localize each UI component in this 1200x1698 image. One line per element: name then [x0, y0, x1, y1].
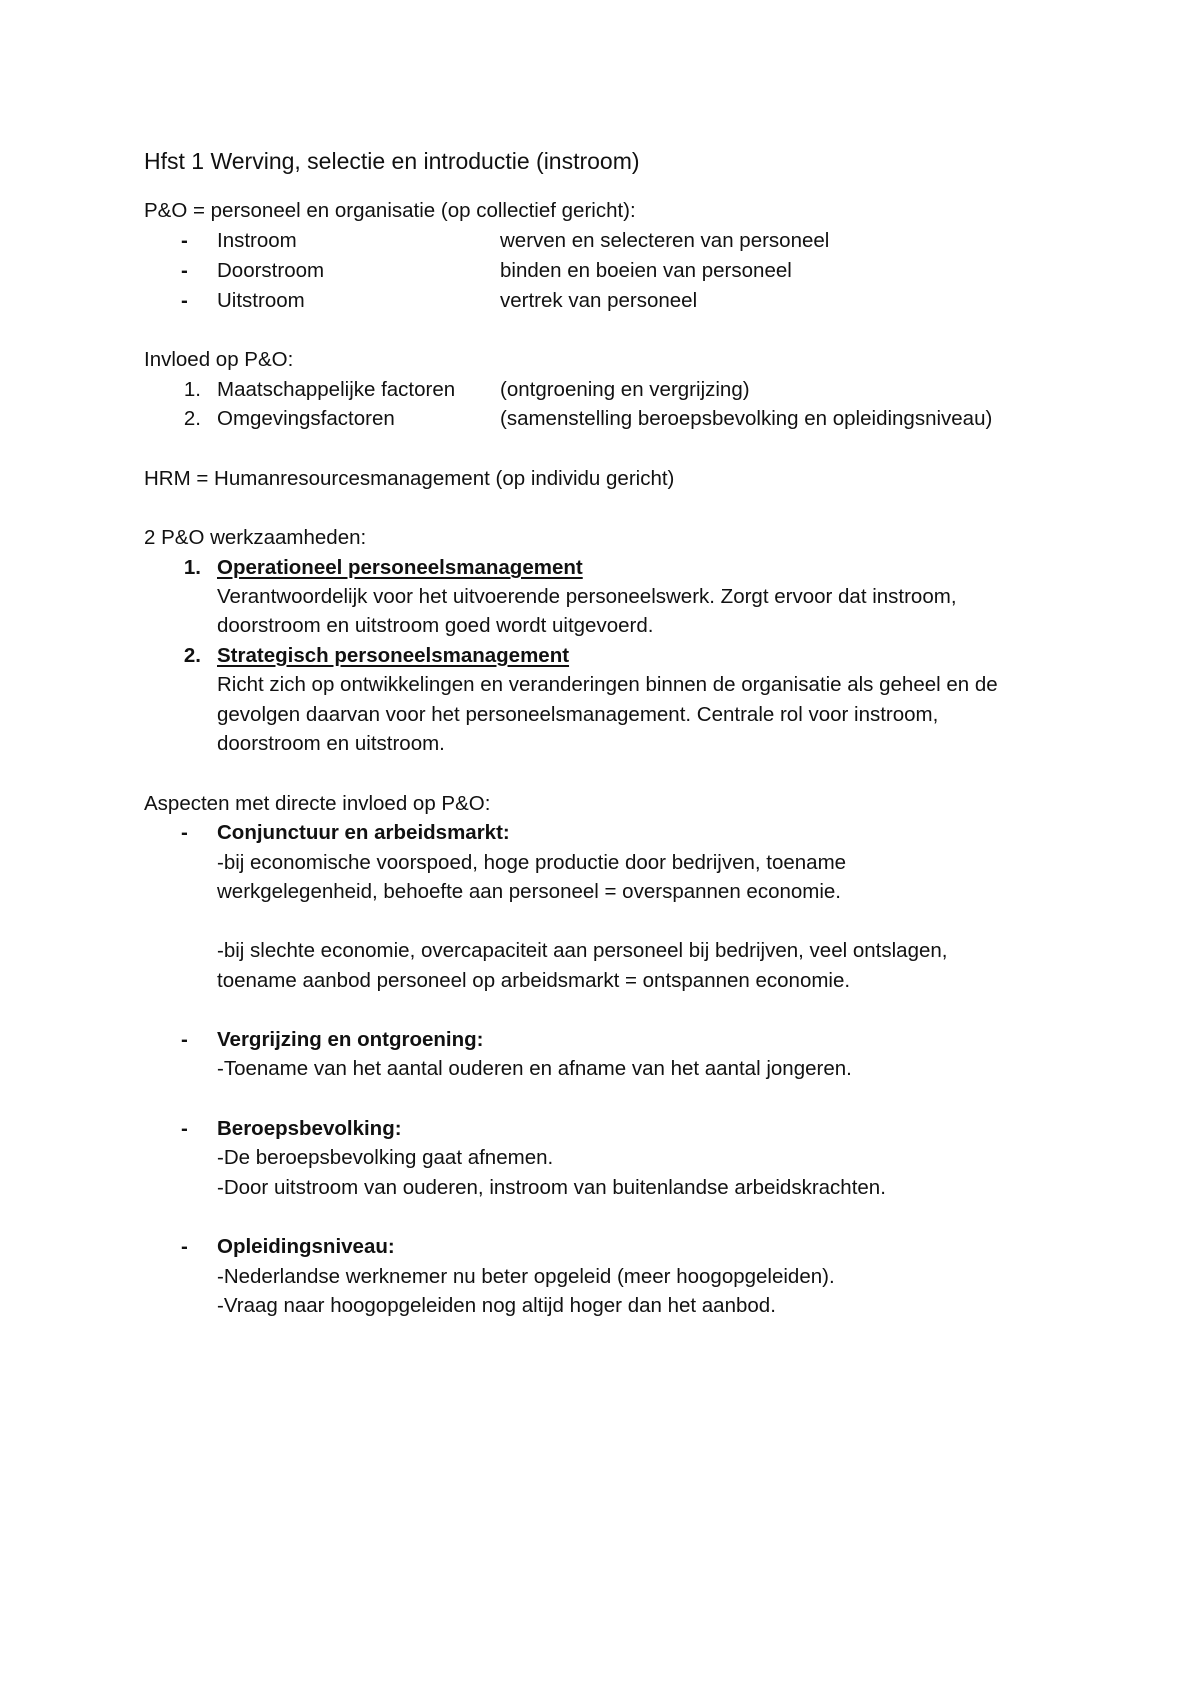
bullet-marker: - — [181, 1117, 188, 1140]
list-item-title: Strategisch personeelsmanagement — [217, 644, 570, 667]
paragraph-line: doorstroom en uitstroom. — [217, 732, 445, 755]
list-item-label: Uitstroom — [217, 289, 305, 312]
paragraph-line: -Toename van het aantal ouderen en afname van het aantal jongeren. — [217, 1057, 852, 1080]
section-heading-hrm: HRM = Humanresourcesmanagement (op individu gericht) — [144, 467, 675, 490]
paragraph-line: werkgelegenheid, behoefte aan personeel = overspannen economie. — [217, 880, 841, 903]
section-heading-invloed: Invloed op P&O: — [144, 348, 294, 371]
paragraph-line: Verantwoordelijk voor het uitvoerende personeelswerk. Zorgt ervoor dat instroom, — [217, 585, 957, 608]
bullet-marker: - — [181, 1028, 188, 1051]
list-item-number: 1. — [183, 556, 201, 579]
list-item-description: werven en selecteren van personeel — [500, 229, 830, 252]
list-item-description: (ontgroening en vergrijzing) — [500, 378, 750, 401]
list-item-title: Operationeel personeelsmanagement — [217, 556, 583, 579]
paragraph-line: doorstroom en uitstroom goed wordt uitgevoerd. — [217, 614, 654, 637]
paragraph-line: -De beroepsbevolking gaat afnemen. — [217, 1146, 554, 1169]
list-item-number: 2. — [183, 644, 201, 667]
section-heading-aspecten: Aspecten met directe invloed op P&O: — [144, 792, 491, 815]
section-heading-werkzaamheden: 2 P&O werkzaamheden: — [144, 526, 367, 549]
paragraph-line: -Vraag naar hoogopgeleiden nog altijd hoger dan het aanbod. — [217, 1294, 776, 1317]
list-item-title: Conjunctuur en arbeidsmarkt: — [217, 821, 510, 844]
list-item-number: 2. — [183, 407, 201, 430]
paragraph-line: -Door uitstroom van ouderen, instroom van buitenlandse arbeidskrachten. — [217, 1176, 886, 1199]
list-item-description: binden en boeien van personeel — [500, 259, 792, 282]
list-item-description: vertrek van personeel — [500, 289, 698, 312]
paragraph-line: gevolgen daarvan voor het personeelsmanagement. Centrale rol voor instroom, — [217, 703, 939, 726]
list-item-label: Omgevingsfactoren — [217, 407, 395, 430]
document-title: Hfst 1 Werving, selectie en introductie (instroom) — [144, 148, 640, 174]
paragraph-line: toename aanbod personeel op arbeidsmarkt = ontspannen economie. — [217, 969, 851, 992]
paragraph-line: Richt zich op ontwikkelingen en veranderingen binnen de organisatie als geheel en de — [217, 673, 998, 696]
paragraph-line: -Nederlandse werknemer nu beter opgeleid (meer hoogopgeleiden). — [217, 1265, 835, 1288]
list-item-title: Opleidingsniveau: — [217, 1235, 395, 1258]
bullet-marker: - — [181, 821, 188, 844]
list-item-label: Doorstroom — [217, 259, 325, 282]
bullet-marker: - — [181, 259, 188, 282]
bullet-marker: - — [181, 1235, 188, 1258]
list-item-description: (samenstelling beroepsbevolking en opleidingsniveau) — [500, 407, 993, 430]
paragraph-line: -bij economische voorspoed, hoge productie door bedrijven, toename — [217, 851, 847, 874]
section-heading-po: P&O = personeel en organisatie (op collectief gericht): — [144, 199, 636, 222]
bullet-marker: - — [181, 229, 188, 252]
list-item-label: Maatschappelijke factoren — [217, 378, 456, 401]
list-item-title: Vergrijzing en ontgroening: — [217, 1028, 484, 1051]
bullet-marker: - — [181, 289, 188, 312]
list-item-title: Beroepsbevolking: — [217, 1117, 402, 1140]
paragraph-line: -bij slechte economie, overcapaciteit aan personeel bij bedrijven, veel ontslagen, — [217, 939, 948, 962]
list-item-label: Instroom — [217, 229, 297, 252]
list-item-number: 1. — [183, 378, 201, 401]
